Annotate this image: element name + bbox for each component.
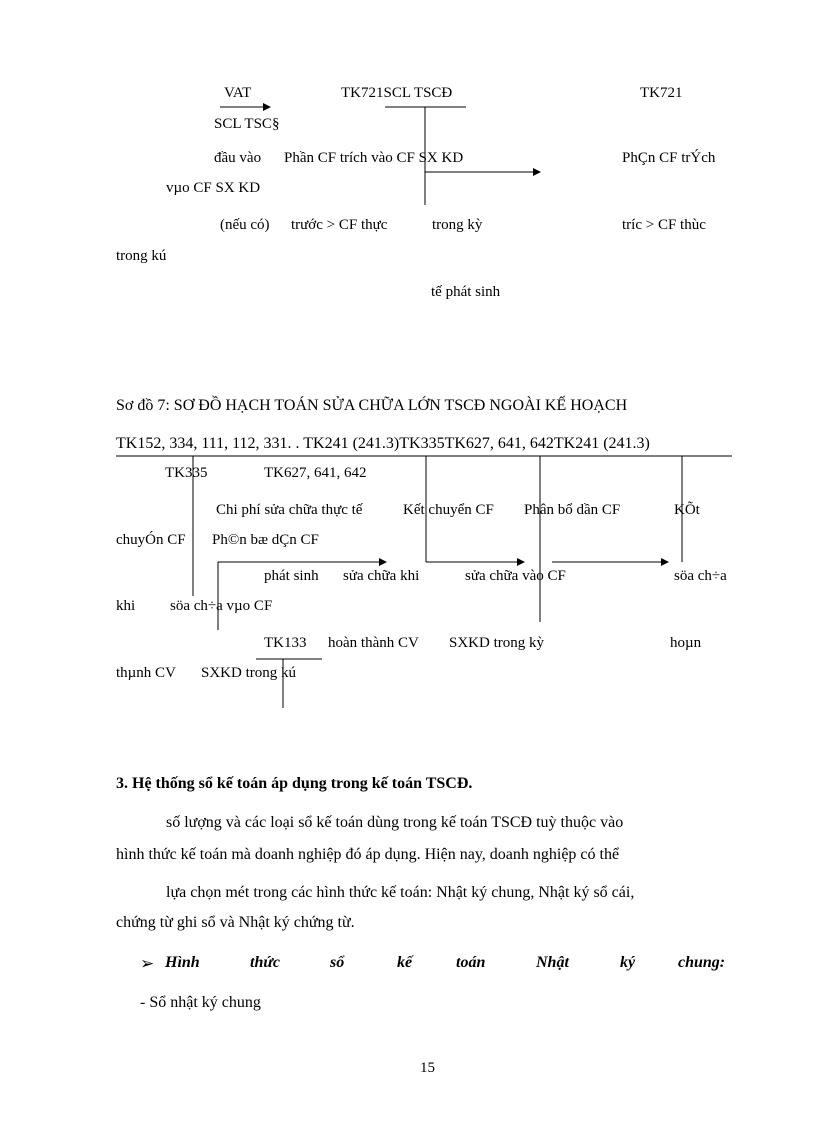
truoc-cf-label: trước > CF thực — [291, 217, 388, 233]
thunh-cv-label: thµnh CV — [116, 665, 176, 681]
chi-phi-label: Chi phí sửa chữa thực tế — [216, 502, 363, 518]
bullet-word-1: Hình — [165, 954, 200, 971]
vat-label: VAT — [224, 85, 252, 101]
soa-chua-vmo-label: söa ch÷a vµo CF — [170, 598, 273, 614]
neu-co-label: (nếu có) — [220, 217, 270, 233]
para2-line1: lựa chọn mét trong các hình thức kế toán: Nhật ký chung, Nhật ký sổ cái, — [166, 884, 635, 901]
bullet-word-5: toán — [456, 954, 486, 971]
tk721-label: TK721 — [640, 85, 683, 101]
phat-sinh-label: phát sinh — [264, 568, 319, 584]
ket-chuyen-label: Kết chuyển CF — [403, 502, 494, 518]
list-item: - Sổ nhật ký chung — [140, 994, 261, 1011]
sxkd-trong-ku-label: SXKD trong kú — [201, 665, 297, 681]
trong-ku-label: trong kú — [116, 248, 167, 264]
bullet-word-6: Nhật — [536, 954, 569, 971]
hoan-thanh-label: hoàn thành CV — [328, 635, 419, 651]
phcn-cf-label: PhÇn CF trÝch — [622, 150, 716, 166]
tk627-label: TK627, 641, 642 — [264, 465, 367, 481]
diagram7-title: Sơ đồ 7: SƠ ĐỒ HẠCH TOÁN SỬA CHỮA LỚN TSCĐ NGOÀI KẾ HOẠCH — [116, 397, 628, 414]
te-phat-sinh-label: tế phát sinh — [431, 284, 501, 300]
sua-chua-vao-label: sửa chữa vào CF — [465, 568, 566, 584]
accounts-header: TK152, 334, 111, 112, 331. . TK241 (241.3)TK335TK627, 641, 642TK241 (241.3) — [116, 435, 650, 452]
bullet-word-7: ký — [620, 954, 636, 971]
sxkd-trong-ky-label: SXKD trong kỳ — [449, 635, 545, 651]
sua-chua-khi-label: sửa chữa khi — [343, 568, 420, 584]
bullet-heading — [140, 955, 738, 977]
scl-tsc-label: SCL TSC§ — [214, 116, 280, 132]
tk335-label: TK335 — [165, 465, 208, 481]
bullet-word-8: chung: — [678, 954, 726, 971]
kot-label: KÕt — [674, 502, 700, 518]
page-number: 15 — [420, 1060, 435, 1076]
khi-label: khi — [116, 598, 136, 614]
bullet-word-4: kế — [397, 954, 413, 971]
trong-ky-label: trong kỳ — [432, 217, 483, 233]
bullet-word-3: sổ — [330, 954, 345, 971]
chuyon-cf-label: chuyÓn CF — [116, 532, 186, 548]
phon-bo-label: Ph©n bæ dÇn CF — [212, 532, 319, 548]
para2-line2: chứng từ ghi sổ và Nhật ký chứng từ. — [116, 914, 355, 931]
dau-vao-label: đầu vào — [214, 150, 262, 166]
phan-cf-label: Phần CF trích vào CF SX KD — [284, 150, 464, 166]
section-heading: 3. Hệ thống sổ kế toán áp dụng trong kế toán TSCĐ. — [116, 775, 473, 792]
para1-line1: số lượng và các loại sổ kế toán dùng trong kế toán TSCĐ tuỳ thuộc vào — [166, 814, 624, 831]
tric-cf-label: tríc > CF thùc — [622, 217, 706, 233]
tk133-label: TK133 — [264, 635, 307, 651]
soa-chua-a-label: söa ch÷a — [674, 568, 727, 584]
vmo-cf-label: vµo CF SX KD — [166, 180, 261, 196]
para1-line2: hình thức kế toán mà doanh nghiệp đó áp dụng. Hiện nay, doanh nghiệp có thể — [116, 846, 620, 863]
phan-bo-label: Phân bổ dần CF — [524, 502, 621, 518]
arrow-bullet-icon: ➢ — [140, 954, 155, 973]
hoan-label: hoµn — [670, 635, 702, 651]
tk721-scl-label: TK721SCL TSCĐ — [341, 85, 453, 101]
bullet-word-2: thức — [250, 954, 281, 971]
